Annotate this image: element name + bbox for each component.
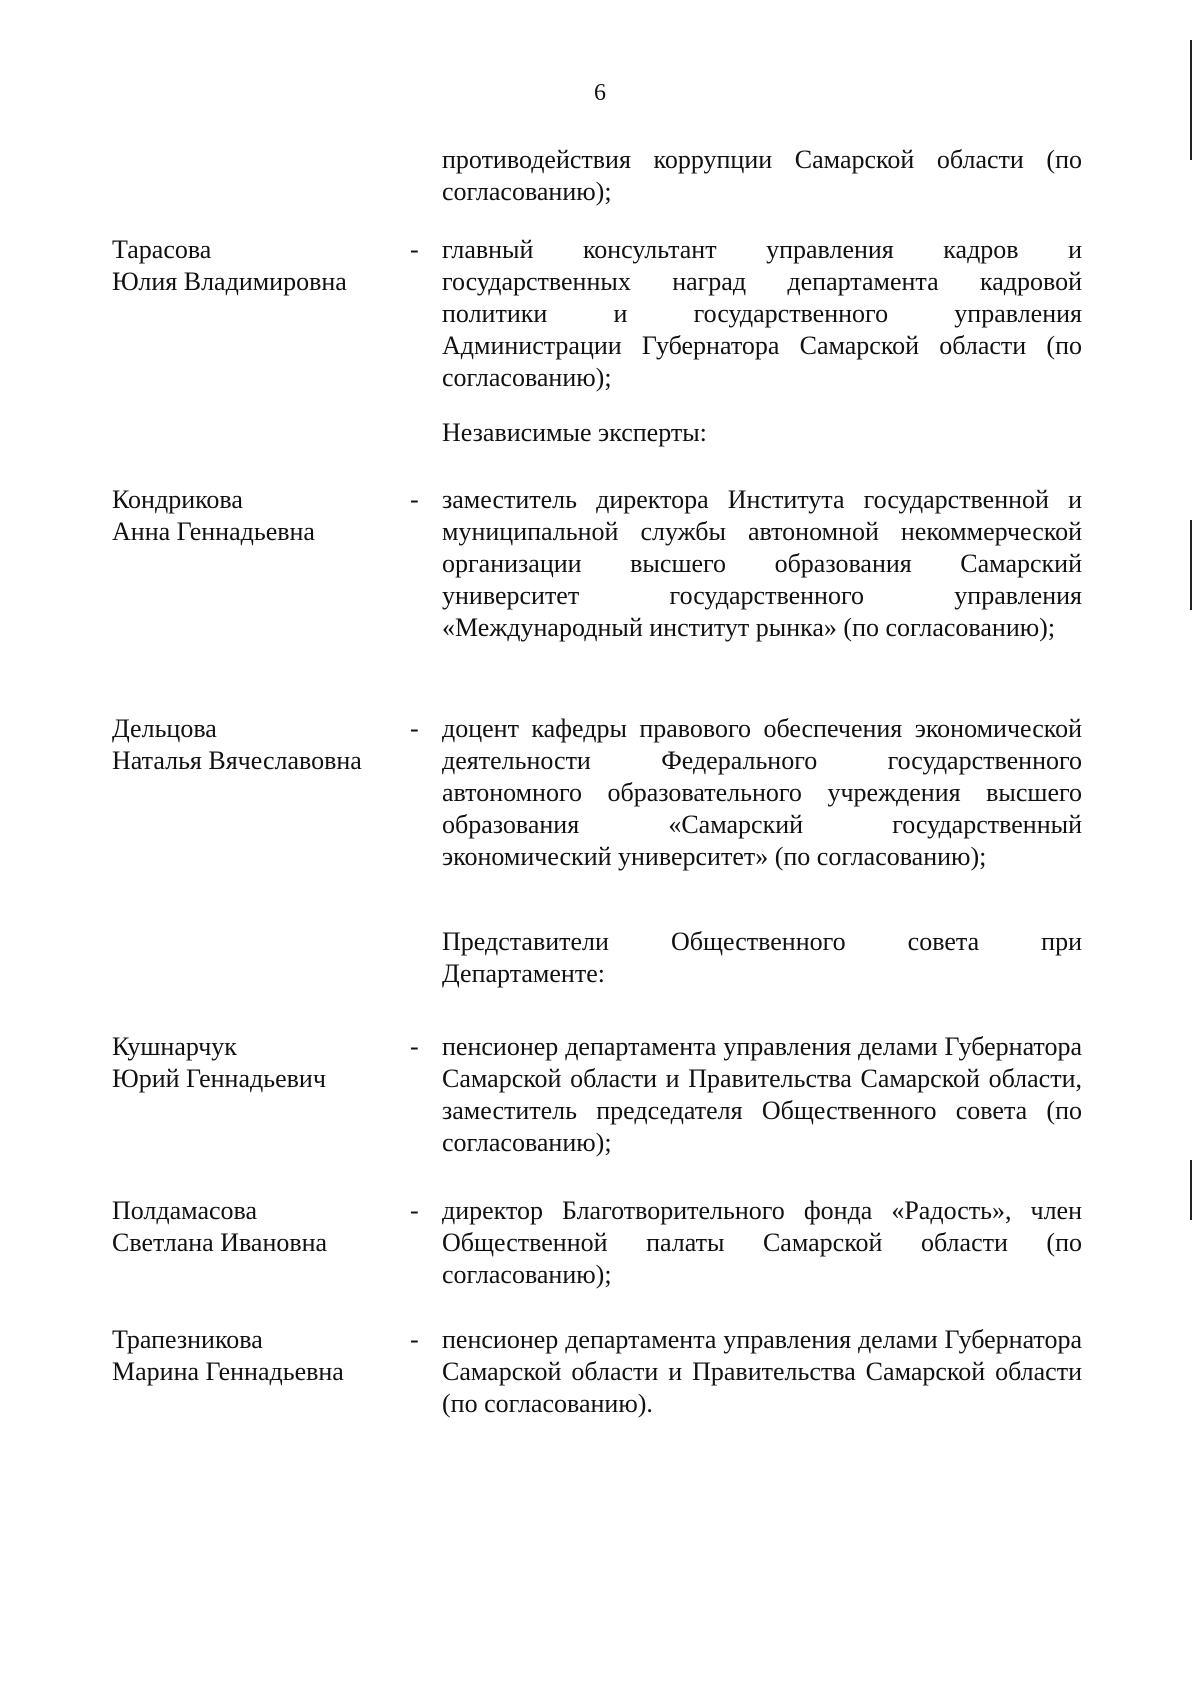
member-surname: Трапезникова [112,1325,263,1354]
member-given-name: Юлия Владимировна [112,267,347,296]
dash-separator: - [410,1325,419,1354]
section-heading: Независимые эксперты: [442,418,707,447]
member-name [112,234,412,298]
scan-edge-mark [1190,520,1192,610]
dash-separator: - [410,714,419,743]
member-role: заместитель директора Института государственной и муниципальной службы автономной некоммерческой организации высшего образования Самарский университет государственного управления «Международный институт рынка» (по согласованию); [442,485,1082,642]
dash-separator: - [410,235,419,264]
member-name [112,484,412,548]
dash-separator: - [410,485,419,514]
member-surname: Дельцова [112,714,217,743]
section-heading: Представители Общественного совета при Департаменте: [442,927,1082,988]
dash-separator: - [410,1196,419,1225]
member-given-name: Наталья Вячеславовна [112,746,362,775]
member-name [112,1195,412,1259]
member-surname: Кушнарчук [112,1032,237,1061]
member-given-name: Марина Геннадьевна [112,1357,344,1386]
scan-edge-mark [1190,40,1192,160]
member-given-name: Светлана Ивановна [112,1228,328,1257]
member-role: главный консультант управления кадров и государственных наград департамента кадровой политики и государственного управления Администрации Губернатора Самарской области (по согласованию); [442,235,1082,392]
page-number: 6 [594,80,606,106]
scan-edge-mark [1190,1160,1192,1220]
dash-separator: - [410,1032,419,1061]
member-role: пенсионер департамента управления делами Губернатора Самарской области и Правительства Самарской области (по согласованию). [442,1325,1082,1418]
member-role: доцент кафедры правового обеспечения экономической деятельности Федерального государственного автономного образовательного учреждения высшего образования «Самарский государственный экономический университет» (по согласованию); [442,714,1082,871]
member-name [112,1324,412,1388]
member-role: пенсионер департамента управления делами Губернатора Самарской области и Правительства Самарской области, заместитель председателя Общественного совета (по согласованию); [442,1032,1082,1157]
member-given-name: Юрий Геннадьевич [112,1064,326,1093]
member-role: директор Благотворительного фонда «Радость», член Общественной палаты Самарской области (по согласованию); [442,1196,1082,1289]
member-name [112,713,412,777]
member-surname: Полдамасова [112,1196,258,1225]
member-name [112,1031,412,1095]
member-surname: Кондрикова [112,485,243,514]
member-given-name: Анна Геннадьевна [112,517,315,546]
member-surname: Тарасова [112,235,212,264]
continuation-text: противодействия коррупции Самарской области (по согласованию); [442,145,1082,206]
